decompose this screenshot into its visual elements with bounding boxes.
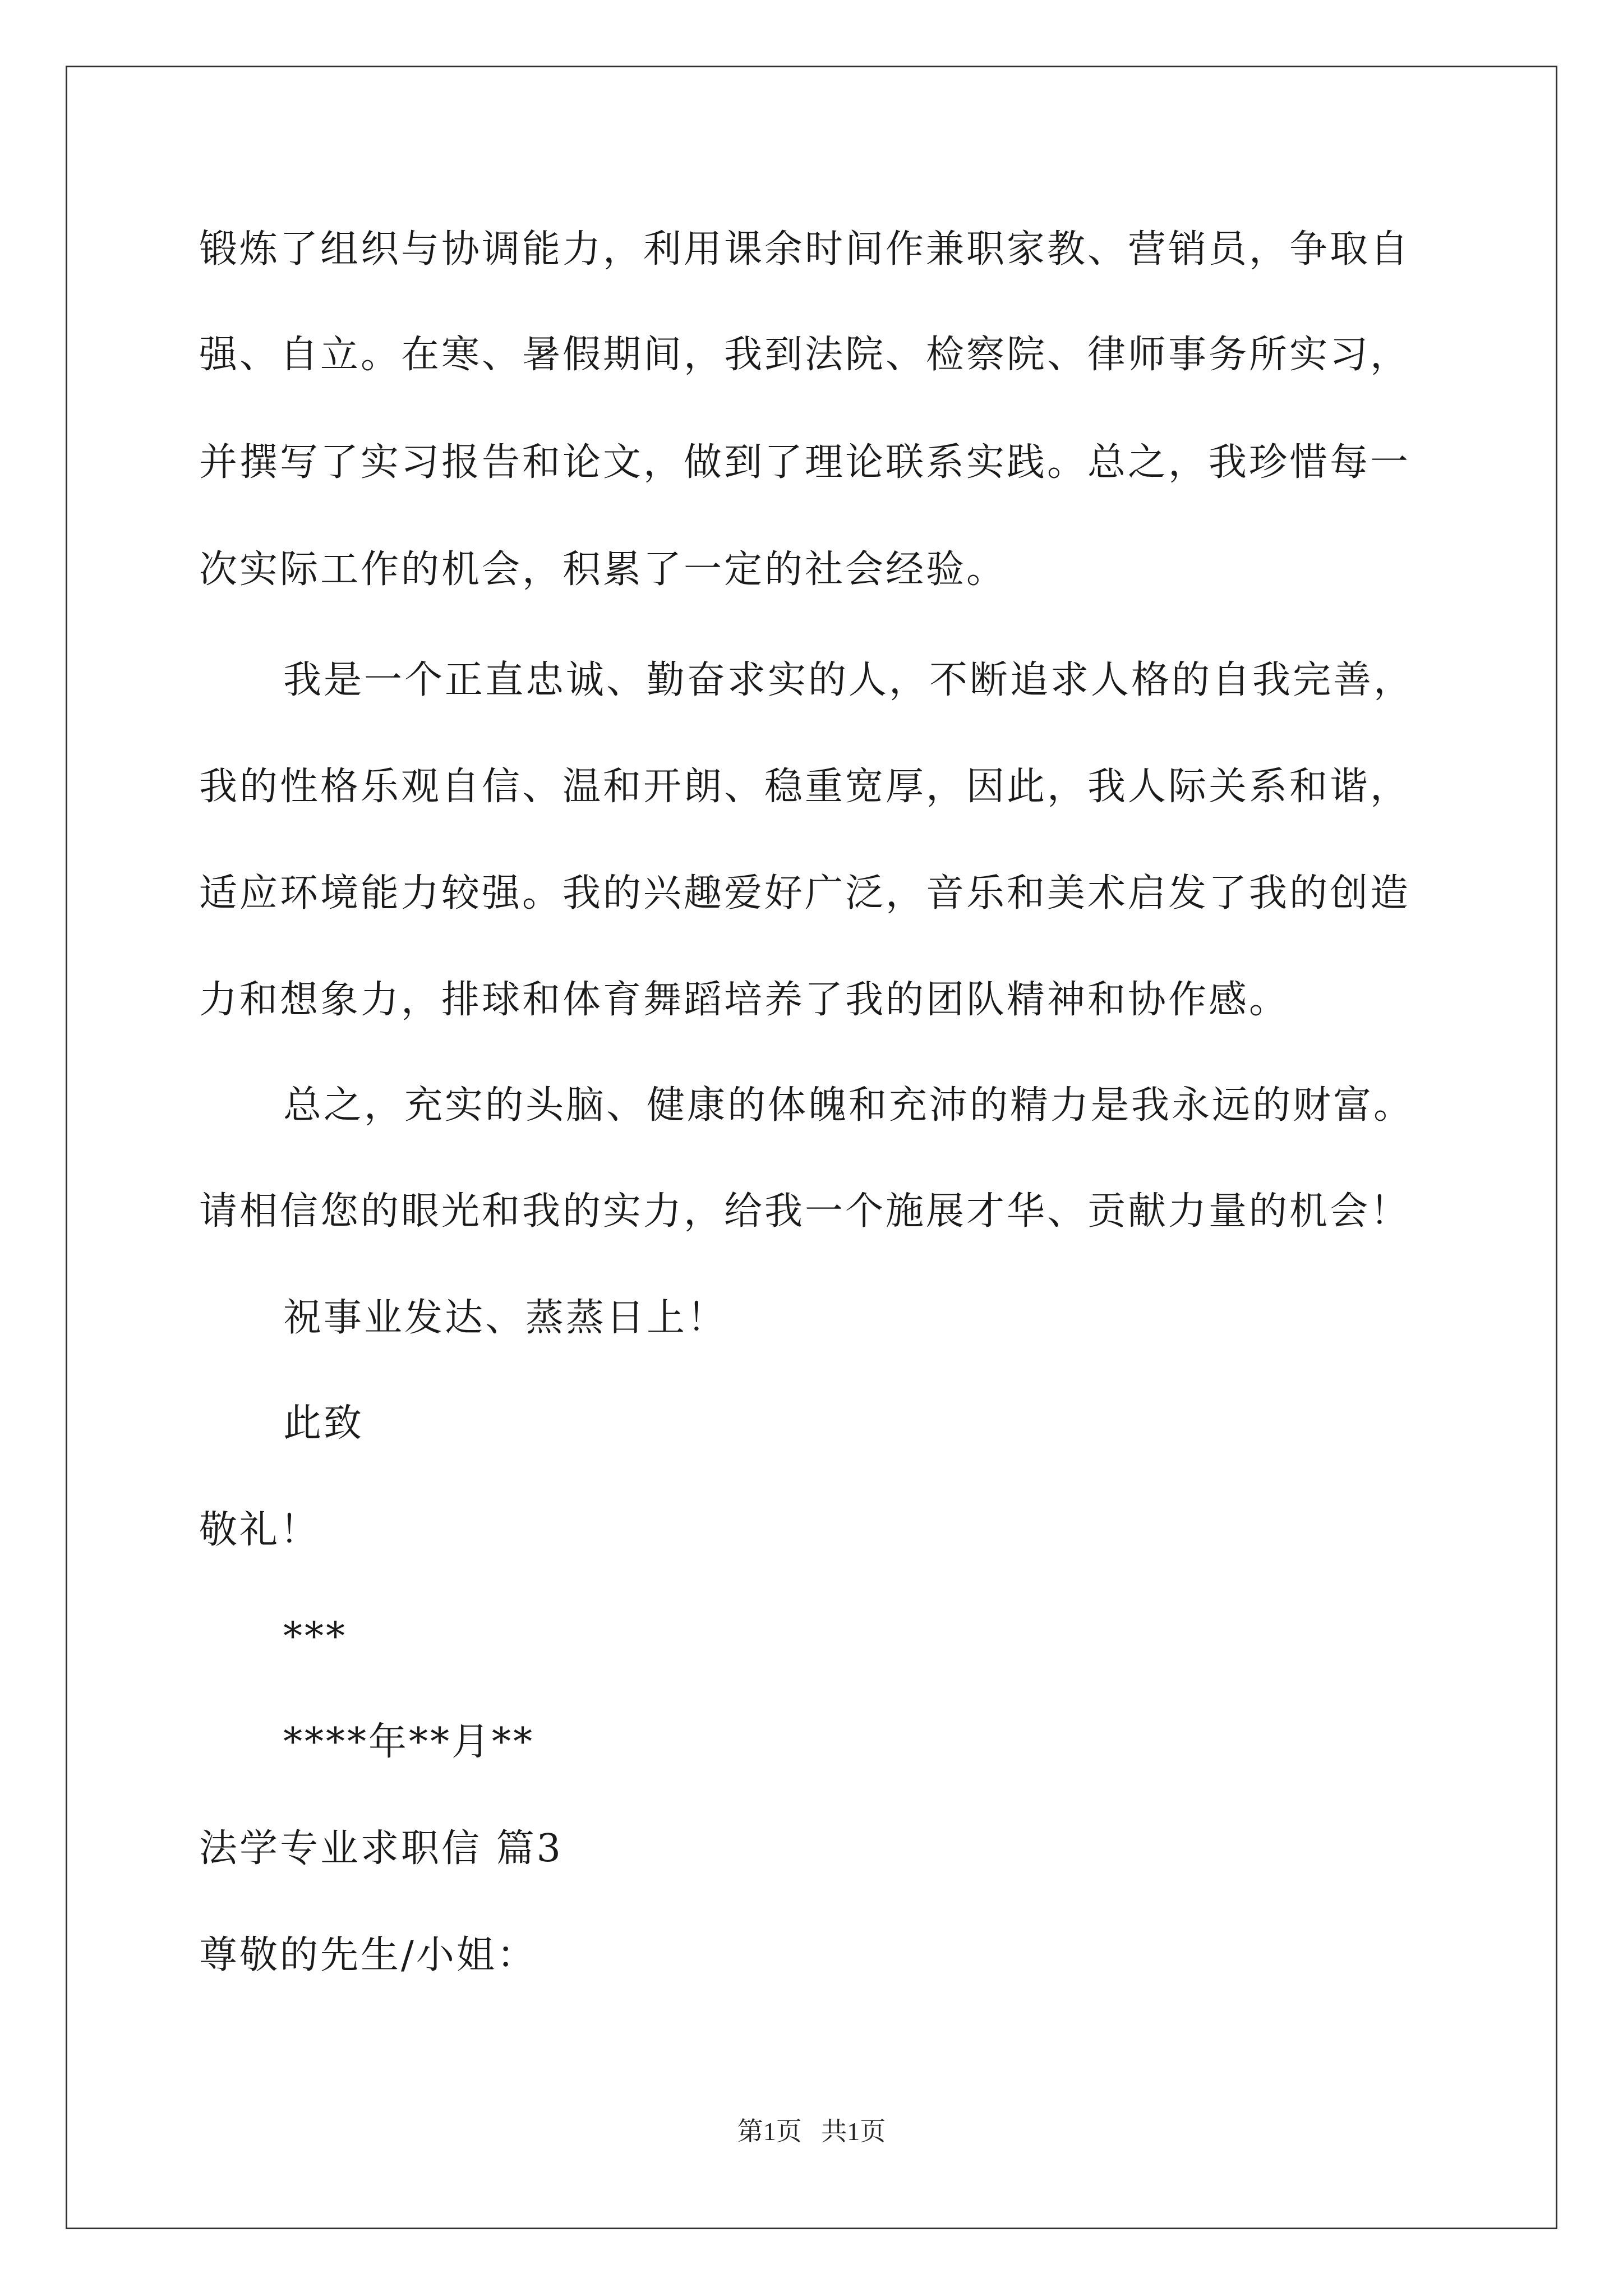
signature-date: ****年**月** bbox=[283, 1720, 535, 1764]
paragraph-line: 力和想象力，排球和体育舞蹈培养了我的团队精神和协作感。 bbox=[199, 978, 1290, 1022]
section-heading: 法学专业求职信 篇3 bbox=[199, 1826, 563, 1871]
signature-name: *** bbox=[283, 1614, 347, 1659]
closing-wish: 祝事业发达、蒸蒸日上！ bbox=[283, 1296, 728, 1340]
salutation-jingli: 敬礼！ bbox=[199, 1508, 321, 1552]
paragraph-line: 适应环境能力较强。我的兴趣爱好广泛，音乐和美术启发了我的创造 bbox=[199, 871, 1411, 915]
page-border bbox=[66, 66, 1557, 2229]
paragraph-line: 总之，充实的头脑、健康的体魄和充沛的精力是我永远的财富。 bbox=[283, 1083, 1414, 1128]
paragraph-line: 次实际工作的机会，积累了一定的社会经验。 bbox=[199, 547, 1007, 592]
salutation-cizhi: 此致 bbox=[283, 1401, 365, 1446]
paragraph-line: 请相信您的眼光和我的实力，给我一个施展才华、贡献力量的机会！ bbox=[199, 1189, 1411, 1234]
paragraph-line: 我是一个正直忠诚、勤奋求实的人，不断追求人格的自我完善， bbox=[283, 658, 1414, 702]
paragraph-line: 锻炼了组织与协调能力，利用课余时间作兼职家教、营销员，争取自 bbox=[199, 227, 1411, 272]
paragraph-line: 强、自立。在寒、暑假期间，我到法院、检察院、律师事务所实习， bbox=[199, 333, 1411, 377]
paragraph-line: 并撰写了实习报告和论文，做到了理论联系实践。总之，我珍惜每一 bbox=[199, 440, 1411, 485]
paragraph-line: 我的性格乐观自信、温和开朗、稳重宽厚，因此，我人际关系和谐， bbox=[199, 765, 1411, 809]
letter-greeting: 尊敬的先生/小姐： bbox=[199, 1933, 537, 1977]
page-footer: 第1页 共1页 bbox=[737, 2117, 886, 2146]
